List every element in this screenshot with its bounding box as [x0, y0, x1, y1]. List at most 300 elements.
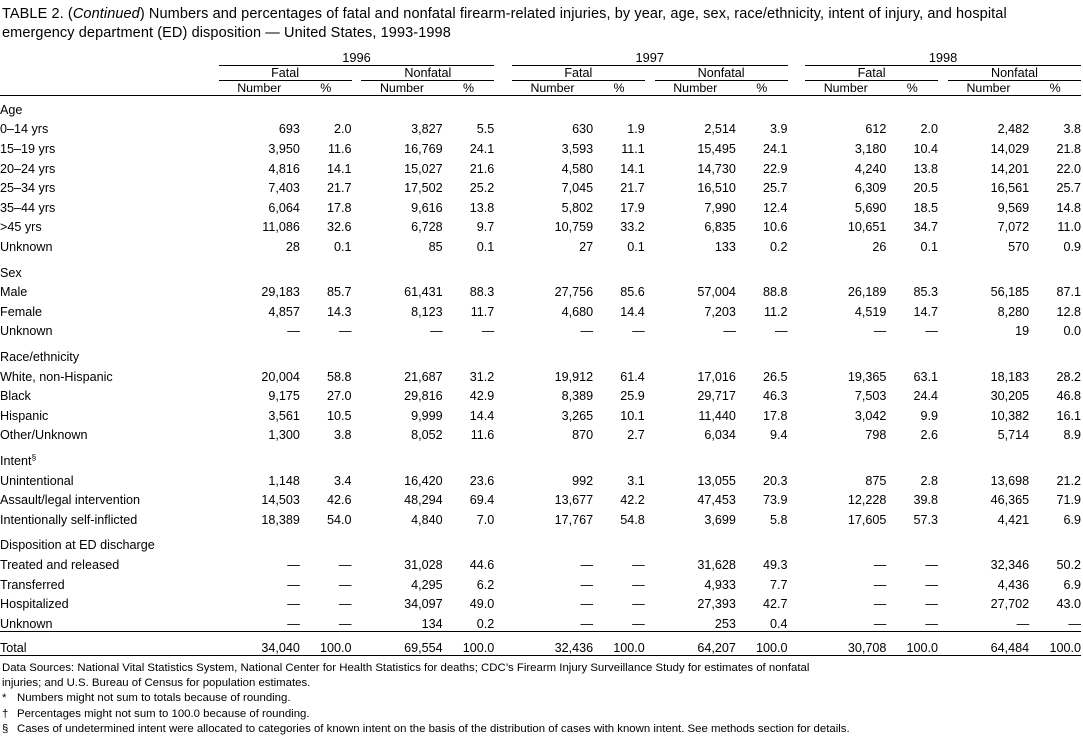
cell-value: 7.7	[770, 577, 788, 592]
cell-value: 43.0	[1056, 597, 1081, 612]
column-gap	[494, 156, 512, 176]
cell-value: —	[774, 324, 788, 339]
cell-value: —	[287, 557, 300, 572]
column-gap	[352, 195, 362, 215]
column-gap	[788, 507, 806, 527]
cell-value: —	[338, 557, 352, 572]
row-label: White, non-Hispanic	[0, 369, 113, 384]
cell-value: —	[287, 616, 300, 631]
cell-value: 17.9	[620, 200, 645, 215]
cell-value: 0.1	[920, 240, 939, 254]
footnote-text: Percentages might not sum to 100.0 because of rounding.	[17, 707, 310, 720]
column-gap	[938, 156, 948, 176]
cell-value: 992	[572, 473, 594, 488]
cell-value: 28	[285, 240, 300, 254]
cell-value: 69.4	[469, 493, 495, 508]
row-label: Unknown	[0, 240, 53, 254]
table-row	[0, 195, 1081, 215]
cell-value: 6,835	[704, 220, 736, 235]
cell-value: 134	[421, 616, 443, 631]
cell-value: 18,389	[261, 512, 300, 527]
cell-value: 10.1	[620, 408, 645, 423]
cell-value: 630	[572, 122, 594, 137]
cell-value: 19,365	[847, 369, 887, 384]
row-label: Unknown	[0, 616, 53, 631]
cell-value: 3.4	[334, 473, 352, 488]
data-sources-line-1: Data Sources: National Vital Statistics System, National Center for Health Statistics for deaths; CDC’s Firearm Injury Surveillance Study for estimates of nonfatal	[2, 661, 810, 674]
table-row	[0, 403, 1081, 423]
cell-value: 19,912	[554, 369, 594, 384]
cell-value: 28.2	[1056, 369, 1081, 384]
row-label: Hispanic	[0, 408, 49, 423]
cell-value: 4,295	[411, 577, 443, 592]
cell-value: 29,717	[697, 389, 736, 404]
cell-value: 2.6	[920, 428, 939, 443]
section-header-row	[0, 344, 1081, 364]
cell-value: 16,769	[404, 142, 443, 157]
column-gap	[788, 552, 806, 572]
cell-value: 11.2	[763, 304, 788, 319]
table-row	[0, 156, 1081, 176]
cell-value: —	[632, 616, 645, 631]
data-table	[0, 50, 1081, 656]
cell-value: 27,702	[990, 597, 1030, 612]
cell-value: 20,004	[261, 369, 300, 384]
cell-value: 19	[1015, 324, 1030, 339]
row-label: 35–44 yrs	[0, 200, 56, 215]
cell-value: —	[925, 324, 939, 339]
column-gap	[645, 611, 655, 631]
column-gap	[494, 319, 512, 339]
cell-value: 16,420	[404, 473, 443, 488]
cell-value: 6.2	[476, 577, 495, 592]
cell-value: 6.9	[1063, 512, 1081, 527]
total-value: 100.0	[613, 640, 645, 655]
total-value: 100.0	[906, 640, 939, 655]
cell-value: 4,816	[268, 161, 300, 176]
column-gap	[352, 611, 362, 631]
column-gap	[494, 176, 512, 196]
table-row	[0, 280, 1081, 300]
cell-value: 31,028	[404, 557, 443, 572]
cell-value: 2,482	[997, 122, 1030, 137]
group-header-1998-fatal: Fatal	[805, 66, 938, 81]
cell-value: 21.2	[1056, 473, 1081, 488]
column-gap	[352, 403, 362, 423]
cell-value: 18.5	[913, 200, 939, 215]
cell-value: 30,205	[990, 389, 1030, 404]
column-gap	[352, 117, 362, 137]
cell-value: 5.8	[770, 512, 788, 527]
column-gap	[938, 195, 948, 215]
column-gap	[938, 280, 948, 300]
cell-value: —	[338, 616, 352, 631]
cell-value: 23.6	[469, 473, 495, 488]
cell-value: 27	[579, 240, 594, 254]
cell-value: 27,393	[697, 597, 736, 612]
cell-value: 9,175	[268, 389, 300, 404]
column-gap	[494, 507, 512, 527]
column-gap	[645, 423, 655, 443]
cell-value: 3.1	[627, 473, 645, 488]
cell-value: 18,183	[990, 369, 1030, 384]
cell-value: 46,365	[990, 493, 1030, 508]
cell-value: 85.7	[327, 285, 352, 300]
column-gap	[494, 468, 512, 488]
cell-value: 71.9	[1056, 493, 1081, 508]
table-row	[0, 384, 1081, 404]
cell-value: —	[925, 557, 939, 572]
cell-value: 50.2	[1056, 557, 1081, 572]
cell-value: 8,280	[997, 304, 1030, 319]
cell-value: 13.8	[469, 200, 495, 215]
table-row	[0, 176, 1081, 196]
cell-value: 15,495	[697, 142, 736, 157]
row-label: Intentionally self-inflicted	[0, 512, 138, 527]
column-gap	[938, 364, 948, 384]
cell-value: 20.5	[913, 181, 939, 196]
column-gap	[788, 364, 806, 384]
column-gap	[938, 234, 948, 254]
year-header-1997: 1997	[512, 50, 788, 66]
cell-value: 21.7	[327, 181, 352, 196]
column-gap	[352, 384, 362, 404]
colhead-number: Number	[379, 81, 425, 96]
colhead-number: Number	[966, 81, 1011, 96]
cell-value: 4,240	[854, 161, 887, 176]
table-row	[0, 136, 1081, 156]
cell-value: 26,189	[847, 285, 887, 300]
group-header-1996-fatal: Fatal	[219, 66, 352, 81]
cell-value: —	[925, 616, 939, 631]
column-gap	[938, 468, 948, 488]
footnotes	[0, 661, 1083, 738]
column-gap	[788, 280, 806, 300]
total-value: 64,484	[990, 640, 1030, 655]
cell-value: 10.6	[763, 220, 788, 235]
column-gap	[494, 299, 512, 319]
column-gap	[494, 195, 512, 215]
cell-value: 798	[865, 428, 887, 443]
column-gap	[938, 403, 948, 423]
column-gap	[352, 364, 362, 384]
cell-value: 61,431	[404, 285, 443, 300]
cell-value: 0.1	[476, 240, 495, 254]
cell-value: 6,728	[411, 220, 443, 235]
column-gap	[938, 384, 948, 404]
column-gap	[788, 215, 806, 235]
cell-value: 7,072	[997, 220, 1030, 235]
cell-value: —	[873, 557, 887, 572]
column-gap	[645, 364, 655, 384]
cell-value: 3,561	[268, 408, 300, 423]
table-row	[0, 117, 1081, 137]
column-gap	[788, 117, 806, 137]
table-row	[0, 507, 1081, 527]
cell-value: 2.0	[334, 122, 352, 137]
cell-value: —	[632, 597, 645, 612]
cell-value: 14,029	[990, 142, 1030, 157]
footnote-dagger	[2, 707, 1079, 722]
cell-value: 11.0	[1057, 220, 1081, 235]
year-header-1998: 1998	[805, 50, 1081, 66]
cell-value: 58.8	[327, 369, 352, 384]
cell-value: 11.7	[470, 304, 495, 319]
title-suffix: ) Numbers and percentages of fatal and nonfatal firearm-related injuries, by year, age, sex, race/ethnicity, intent of injury, and hospital emergency department (ED) disposition — United States, 1993-1998	[2, 6, 1007, 42]
cell-value: 2.7	[627, 428, 645, 443]
cell-value: 8,123	[411, 304, 443, 319]
column-gap	[788, 592, 806, 612]
cell-value: 16,561	[990, 181, 1030, 196]
column-gap	[788, 234, 806, 254]
cell-value: 9,569	[997, 200, 1030, 215]
cell-value: 25.2	[469, 181, 495, 196]
cell-value: 34,097	[404, 597, 443, 612]
column-gap	[938, 215, 948, 235]
column-gap	[938, 299, 948, 319]
cell-value: 1,148	[268, 473, 300, 488]
section-header-row	[0, 533, 1081, 553]
column-gap	[645, 156, 655, 176]
cell-value: 21.8	[1056, 142, 1081, 157]
column-gap	[494, 364, 512, 384]
cell-value: 13,698	[990, 473, 1030, 488]
cell-value: 14.1	[620, 161, 645, 176]
cell-value: 13,055	[697, 473, 736, 488]
footnote-marker: §	[2, 723, 9, 736]
cell-value: 12.8	[1056, 304, 1081, 319]
column-gap	[352, 468, 362, 488]
colhead-pct: %	[462, 81, 474, 96]
section-label: Race/ethnicity	[0, 349, 80, 364]
cell-value: —	[287, 577, 300, 592]
column-gap	[352, 215, 362, 235]
cell-value: 25.9	[620, 389, 645, 404]
cell-value: —	[338, 577, 352, 592]
cell-value: 22.9	[763, 161, 788, 176]
cell-value: 0.1	[627, 240, 645, 254]
column-gap	[788, 423, 806, 443]
column-gap	[938, 423, 948, 443]
cell-value: 25.7	[763, 181, 788, 196]
total-value: 32,436	[554, 640, 594, 655]
page-title	[0, 0, 1083, 43]
column-gap	[494, 403, 512, 423]
row-label: 0–14 yrs	[0, 122, 49, 137]
cell-value: 3,593	[561, 142, 594, 157]
column-gap	[494, 234, 512, 254]
column-gap	[788, 299, 806, 319]
cell-value: 10.5	[327, 408, 352, 423]
cell-value: —	[873, 324, 887, 339]
group-header-row	[0, 66, 1081, 81]
cell-value: 26.5	[763, 369, 788, 384]
cell-value: 4,933	[704, 577, 736, 592]
column-gap	[938, 136, 948, 156]
cell-value: 10.4	[913, 142, 939, 157]
column-gap	[352, 488, 362, 508]
row-label: 15–19 yrs	[0, 142, 56, 157]
column-gap	[645, 488, 655, 508]
cell-value: 2,514	[704, 122, 736, 137]
total-label: Total	[0, 640, 27, 655]
column-gap	[938, 507, 948, 527]
cell-value: 44.6	[469, 557, 495, 572]
table-row	[0, 423, 1081, 443]
cell-value: 693	[278, 122, 300, 137]
cell-value: 11.6	[470, 428, 495, 443]
column-gap	[938, 488, 948, 508]
table-bottom-rule	[0, 655, 1081, 657]
cell-value: 9,999	[411, 408, 443, 423]
column-gap	[352, 299, 362, 319]
column-gap	[938, 611, 948, 631]
cell-value: 31.2	[469, 369, 495, 384]
column-header-row	[0, 81, 1081, 96]
year-header-row	[0, 50, 1081, 66]
cell-value: 3,042	[854, 408, 887, 423]
cell-value: 9.9	[920, 408, 939, 423]
cell-value: 14.4	[620, 304, 645, 319]
section-label: Sex	[0, 265, 22, 280]
colhead-number: Number	[673, 81, 718, 96]
cell-value: —	[723, 324, 736, 339]
column-gap	[352, 234, 362, 254]
cell-value: 47,453	[697, 493, 736, 508]
cell-value: 48,294	[404, 493, 443, 508]
cell-value: 4,840	[411, 512, 443, 527]
cell-value: 16,510	[697, 181, 736, 196]
row-label: Assault/legal intervention	[0, 493, 141, 508]
column-gap	[645, 468, 655, 488]
cell-value: 4,436	[997, 577, 1030, 592]
cell-value: 6,064	[268, 200, 300, 215]
footnote-marker: †	[2, 707, 9, 720]
table-body	[0, 97, 1081, 631]
column-gap	[352, 176, 362, 196]
cell-value: 14.3	[327, 304, 352, 319]
cell-value: 17,605	[847, 512, 887, 527]
cell-value: 4,421	[997, 512, 1030, 527]
cell-value: 14.7	[913, 304, 939, 319]
footnote-text: Cases of undetermined intent were allocated to categories of known intent on the basis of the distribution of cases with known intent. See methods section for details.	[17, 723, 850, 736]
cell-value: 11,440	[698, 408, 736, 423]
colhead-number: Number	[530, 81, 575, 96]
column-gap	[938, 572, 948, 592]
cell-value: 21.7	[620, 181, 645, 196]
colhead-pct: %	[320, 81, 332, 96]
cell-value: 39.8	[913, 493, 939, 508]
total-value: 100.0	[1049, 640, 1081, 655]
cell-value: 7,990	[704, 200, 736, 215]
cell-value: 870	[572, 428, 594, 443]
row-label: >45 yrs	[0, 220, 42, 235]
row-label: Male	[0, 285, 28, 300]
cell-value: 42.7	[763, 597, 788, 612]
cell-value: 24.4	[913, 389, 939, 404]
cell-value: 6.9	[1063, 577, 1081, 592]
total-value: 34,040	[261, 640, 300, 655]
table-row	[0, 215, 1081, 235]
cell-value: 1.9	[627, 122, 645, 137]
cell-value: —	[580, 324, 594, 339]
cell-value: 34.7	[913, 220, 939, 235]
table-row	[0, 552, 1081, 572]
column-gap	[352, 507, 362, 527]
cell-value: 57.3	[913, 512, 939, 527]
cell-value: 3.8	[334, 428, 352, 443]
row-label: Treated and released	[0, 557, 120, 572]
cell-value: 56,185	[990, 285, 1030, 300]
column-gap	[494, 592, 512, 612]
cell-value: 17,502	[404, 181, 443, 196]
column-gap	[645, 507, 655, 527]
column-gap	[788, 156, 806, 176]
cell-value: 46.3	[763, 389, 788, 404]
cell-value: 6,034	[704, 428, 736, 443]
row-label: Black	[0, 389, 31, 404]
column-gap	[645, 319, 655, 339]
group-header-1997-nonfatal: Nonfatal	[655, 66, 788, 81]
total-value: 100.0	[756, 640, 788, 655]
cell-value: 7,503	[854, 389, 887, 404]
total-row	[0, 633, 1081, 656]
column-gap	[788, 468, 806, 488]
cell-value: 0.9	[1063, 240, 1081, 254]
cell-value: 42.2	[620, 493, 645, 508]
column-gap	[352, 572, 362, 592]
cell-value: 88.3	[469, 285, 495, 300]
column-gap	[645, 552, 655, 572]
data-sources-line-2: injuries; and U.S. Bureau of Census for population estimates.	[2, 677, 311, 690]
column-gap	[645, 234, 655, 254]
column-gap	[788, 572, 806, 592]
cell-value: —	[925, 577, 939, 592]
cell-value: —	[580, 616, 594, 631]
cell-value: 11.6	[327, 142, 352, 157]
cell-value: 9,616	[411, 200, 443, 215]
cell-value: 10,382	[990, 408, 1030, 423]
colhead-pct: %	[756, 81, 768, 96]
cell-value: 13.8	[913, 161, 939, 176]
column-gap	[788, 384, 806, 404]
column-gap	[938, 592, 948, 612]
table-row	[0, 592, 1081, 612]
cell-value: —	[873, 597, 887, 612]
column-gap	[494, 117, 512, 137]
cell-value: 7.0	[476, 512, 495, 527]
column-gap	[494, 611, 512, 631]
cell-value: 14.8	[1056, 200, 1081, 215]
cell-value: 3,950	[268, 142, 300, 157]
cell-value: 4,580	[561, 161, 594, 176]
cell-value: 4,857	[268, 304, 300, 319]
cell-value: —	[287, 324, 300, 339]
table-row	[0, 468, 1081, 488]
colhead-pct: %	[613, 81, 625, 96]
column-gap	[352, 136, 362, 156]
cell-value: 32,346	[990, 557, 1030, 572]
column-gap	[645, 403, 655, 423]
cell-value: 17,767	[554, 512, 594, 527]
column-gap	[494, 280, 512, 300]
cell-value: 0.2	[770, 240, 788, 254]
cell-value: 17,016	[697, 369, 736, 384]
column-gap	[645, 136, 655, 156]
cell-value: 3,265	[561, 408, 594, 423]
cell-value: 27,756	[554, 285, 594, 300]
total-value: 100.0	[462, 640, 495, 655]
